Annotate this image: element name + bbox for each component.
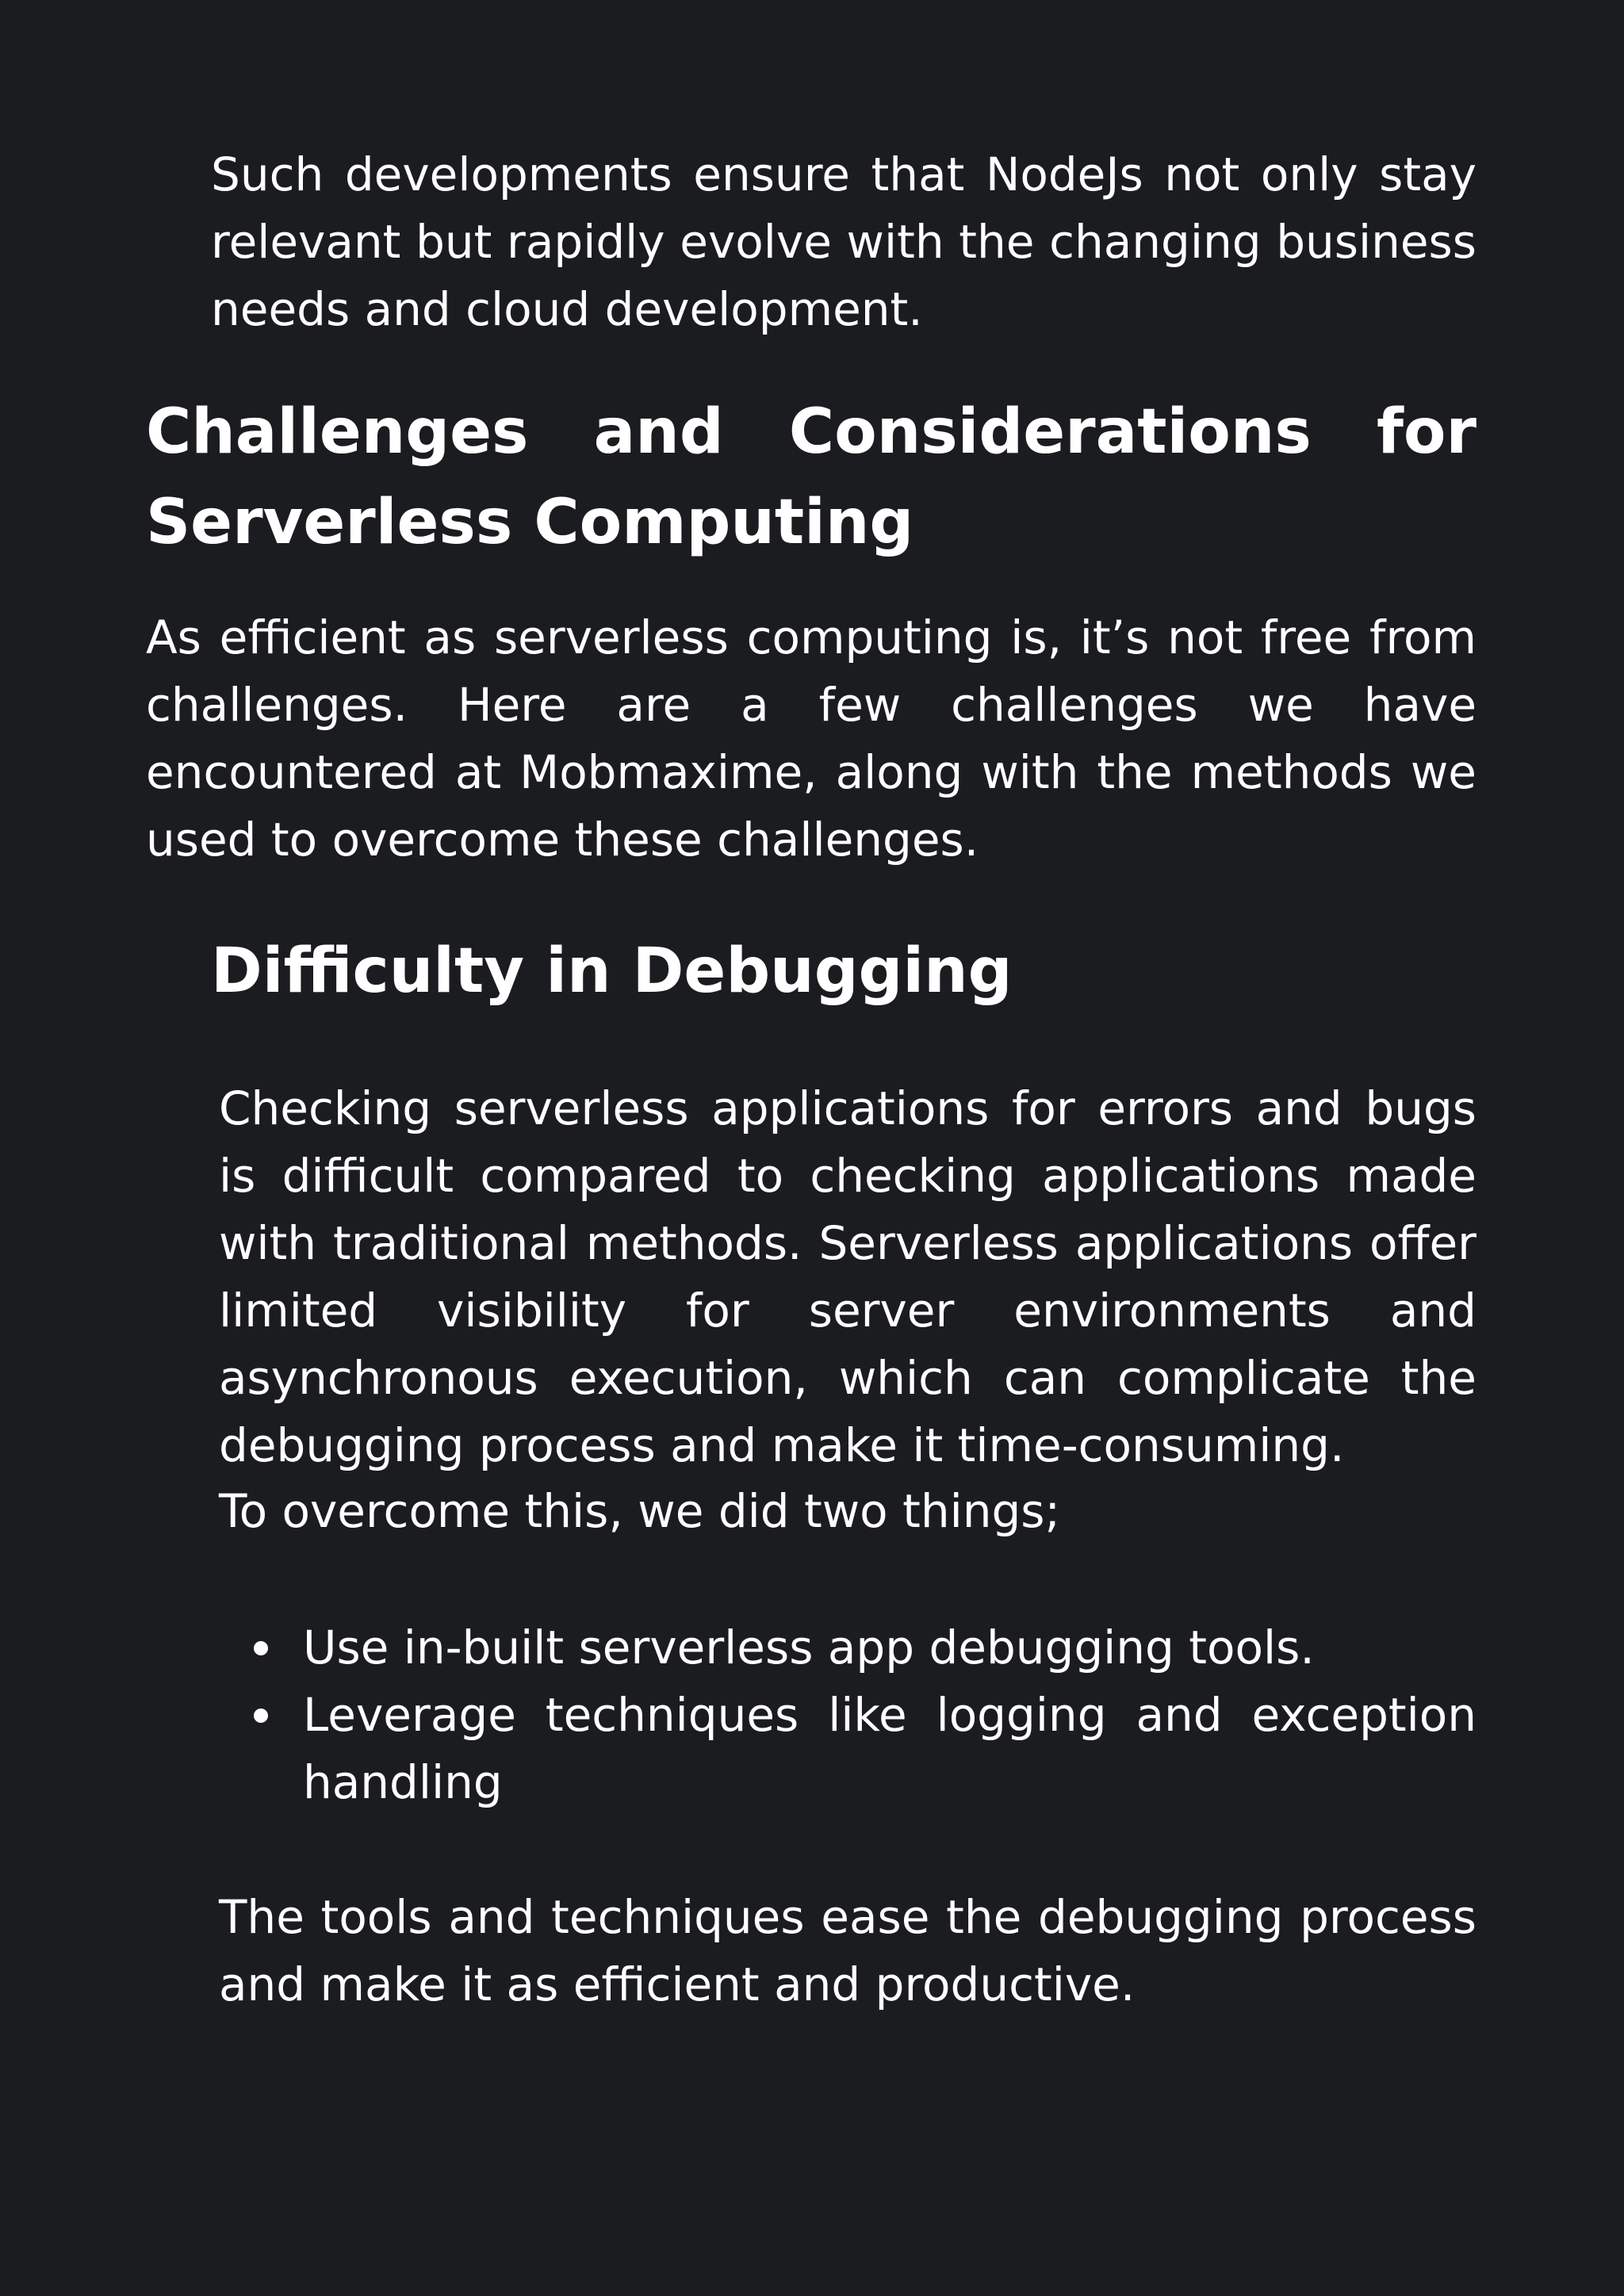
section-lead-paragraph: As efficient as serverless computing is, it’s not free from challenges. Here are a few challenges we have encountered at Mobmaxime, along with the methods we used to overcome these challenges. xyxy=(146,610,1477,867)
section-heading: Challenges and Considerations for Serverless Computing xyxy=(146,396,1477,558)
intro-paragraph: Such developments ensure that NodeJs not only stay relevant but rapidly evolve with the changing business needs and cloud development. xyxy=(211,147,1477,336)
closing-paragraph: The tools and techniques ease the debugging process and make it as efficient and productive. xyxy=(219,1890,1477,2011)
list-item xyxy=(219,1682,1477,1816)
bullet-icon xyxy=(254,1641,268,1655)
subsection-heading: Difficulty in Debugging xyxy=(211,936,1013,1007)
bullet-list xyxy=(219,1614,1477,1816)
bullet-text: Leverage techniques like logging and exception handling xyxy=(303,1688,1477,1809)
bullet-text: Use in-built serverless app debugging tools. xyxy=(303,1621,1315,1674)
debugging-paragraph: Checking serverless applications for errors and bugs is difficult compared to checking applications made with traditional methods. Serverless applications offer limited visibility for server environments and asynchronous execution, which can complicate the debugging process and make it time-consuming. xyxy=(219,1081,1477,1472)
list-item xyxy=(219,1614,1477,1682)
bullet-icon xyxy=(254,1709,268,1723)
overcome-line: To overcome this, we did two things; xyxy=(219,1484,1061,1538)
